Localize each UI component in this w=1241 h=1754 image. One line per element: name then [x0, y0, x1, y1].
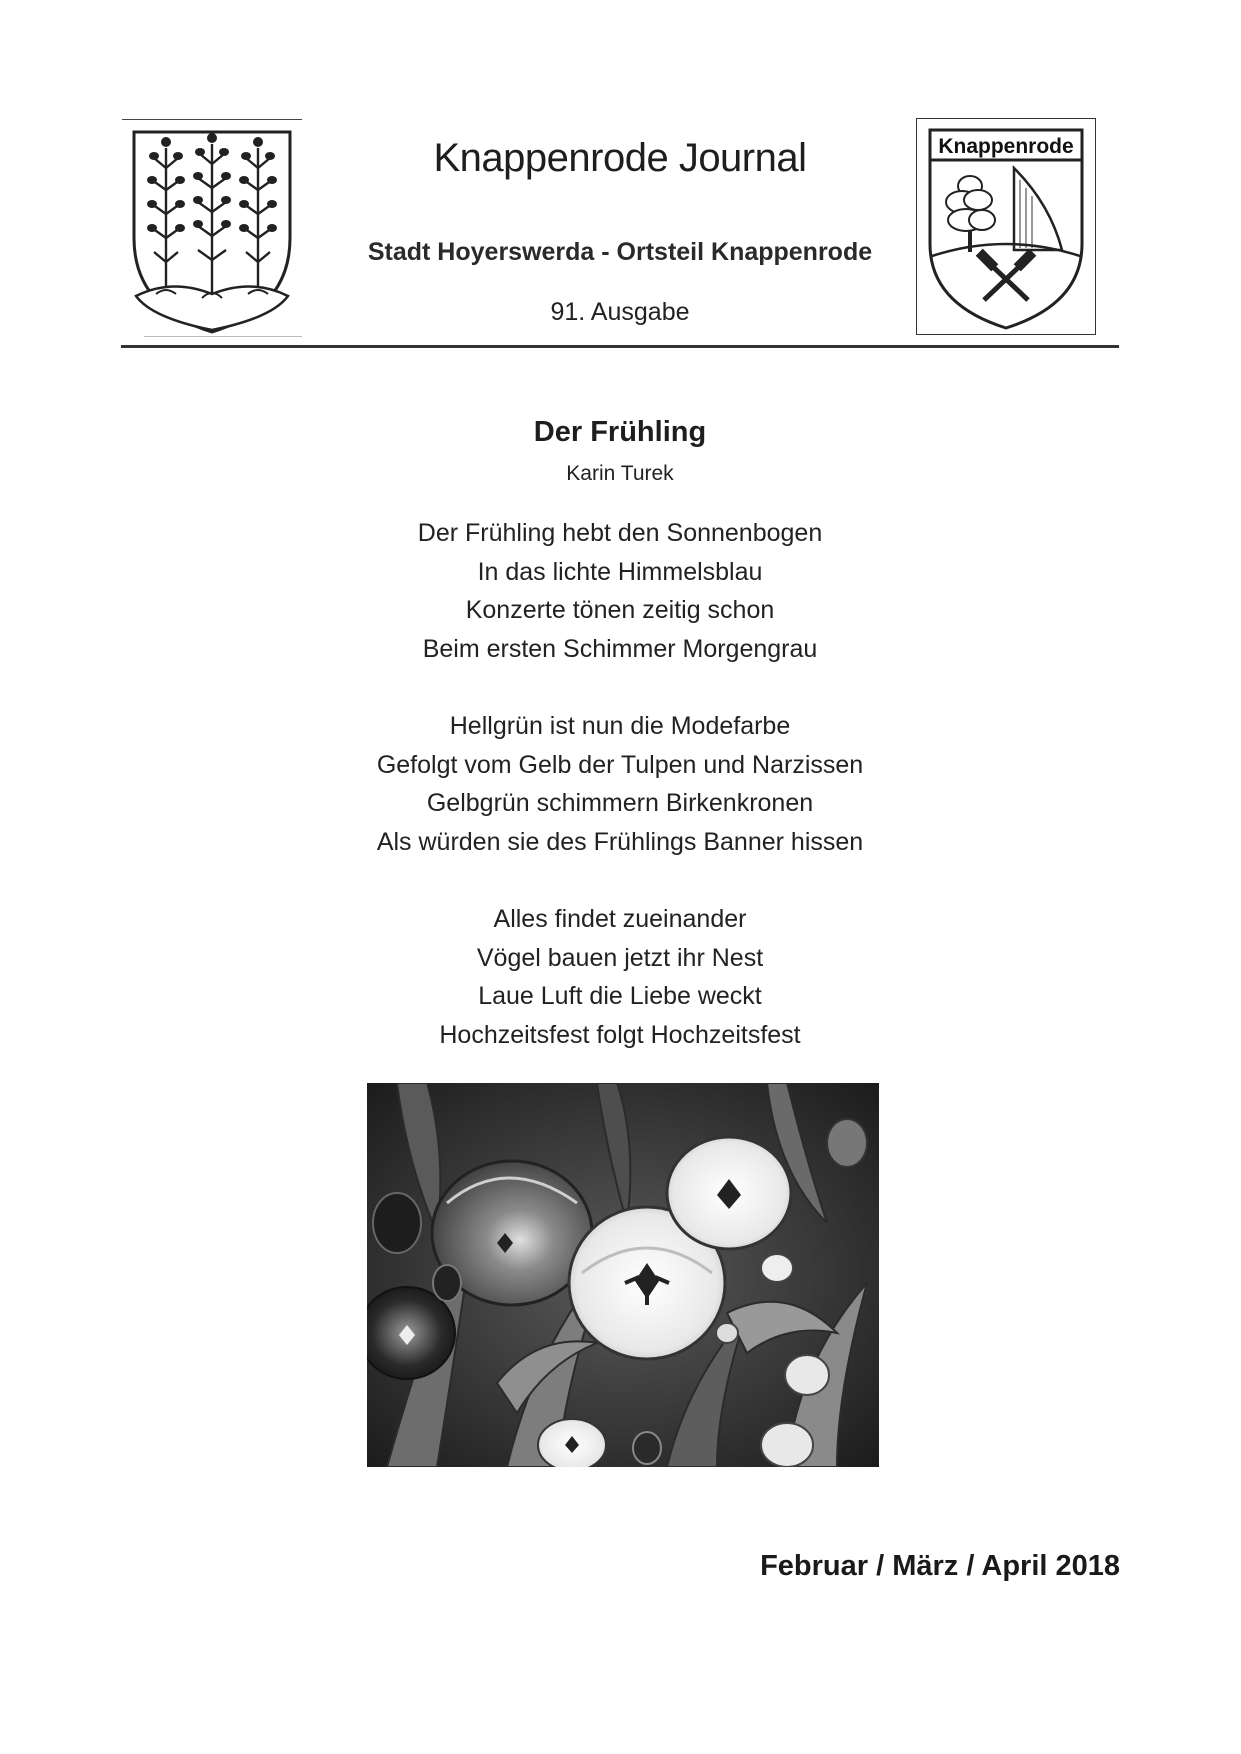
poem-line: In das lichte Himmelsblau: [477, 557, 763, 586]
poem-body: [230, 514, 1010, 1093]
poem-line: Gelbgrün schimmern Birkenkronen: [426, 789, 814, 817]
poem-line: Hellgrün ist nun die Modefarbe: [449, 712, 791, 740]
poem-line: Als würden sie des Frühlings Banner hissen: [376, 827, 864, 856]
poem-line: Gefolgt vom Gelb der Tulpen und Narzissen: [376, 750, 864, 779]
left-coat-of-arms-icon: [122, 118, 302, 340]
tulips-photo-icon: [367, 1083, 879, 1467]
header-divider: [121, 345, 1119, 348]
stanza: [230, 514, 1010, 668]
crest-bottom-rule: [144, 336, 302, 337]
journal-subtitle: Stadt Hoyerswerda - Ortsteil Knappenrode: [367, 238, 873, 266]
stanza: [230, 707, 1010, 861]
poem-line: Der Frühling hebt den Sonnenbogen: [417, 519, 823, 547]
poem-line: Hochzeitsfest folgt Hochzeitsfest: [439, 1020, 801, 1049]
issue-date: Februar / März / April 2018: [760, 1550, 1120, 1582]
right-crest-label: Knappenrode: [938, 135, 1074, 158]
stanza: [230, 900, 1010, 1054]
poem-line: Laue Luft die Liebe weckt: [478, 982, 762, 1010]
poem-line: Konzerte tönen zeitig schon: [465, 596, 775, 624]
poem-title: Der Frühling: [533, 416, 707, 448]
poem-author: Karin Turek: [566, 462, 674, 485]
right-coat-of-arms-icon: [922, 124, 1090, 332]
poem-line: Alles findet zueinander: [493, 905, 747, 933]
issue-number: 91. Ausgabe: [550, 298, 690, 326]
poem-line: Beim ersten Schimmer Morgengrau: [422, 634, 818, 663]
journal-title: Knappenrode Journal: [433, 136, 807, 180]
poem-line: Vögel bauen jetzt ihr Nest: [476, 943, 764, 972]
